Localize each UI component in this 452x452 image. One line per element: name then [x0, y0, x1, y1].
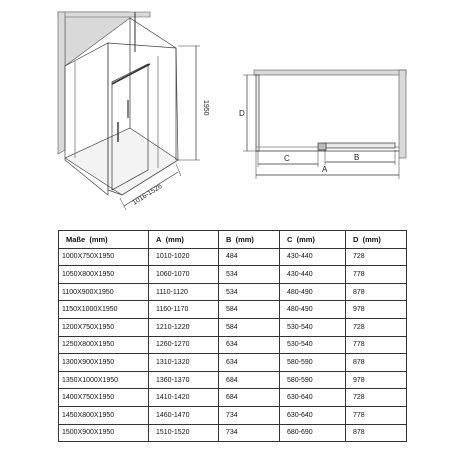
- dimensions-table: [58, 230, 407, 442]
- cell-size: 1300X900X1950: [59, 354, 149, 372]
- back-wall-strip: [58, 12, 150, 17]
- cell-c: 530-540: [280, 318, 346, 336]
- width-dim-tick-left: [120, 198, 126, 210]
- column-header-b: B (mm): [219, 231, 280, 249]
- cell-c: 430-440: [280, 266, 346, 284]
- table-row: [59, 318, 407, 336]
- table-body: [59, 248, 407, 442]
- cell-c: 430-440: [280, 248, 346, 266]
- cell-size: 1200X750X1950: [59, 318, 149, 336]
- cell-a: 1060-1070: [149, 266, 219, 284]
- cell-size: 1050X800X1950: [59, 266, 149, 284]
- isometric-view: [58, 12, 200, 210]
- cell-c: 580-590: [280, 354, 346, 372]
- cell-size: 1000X750X1950: [59, 248, 149, 266]
- cell-size: 1100X900X1950: [59, 283, 149, 301]
- cell-d: 728: [346, 248, 407, 266]
- table-row: [59, 336, 407, 354]
- table-header-row: [59, 231, 407, 249]
- plan-label-a: A: [322, 165, 328, 174]
- cell-d: 978: [346, 301, 407, 319]
- column-header-a: A (mm): [149, 231, 219, 249]
- table-row: [59, 389, 407, 407]
- cell-d: 728: [346, 389, 407, 407]
- cell-c: 630-640: [280, 406, 346, 424]
- column-header-c: C (mm): [280, 231, 346, 249]
- technical-drawing: [0, 0, 452, 222]
- table-row: [59, 371, 407, 389]
- cell-a: 1510-1520: [149, 424, 219, 442]
- side-wall: [58, 12, 65, 154]
- table-row: [59, 406, 407, 424]
- left-glass-panel: [256, 75, 259, 151]
- cell-a: 1010-1020: [149, 248, 219, 266]
- table-row: [59, 301, 407, 319]
- cell-c: 580-590: [280, 371, 346, 389]
- cell-size: 1250X800X1950: [59, 336, 149, 354]
- cell-b: 534: [219, 283, 280, 301]
- cell-size: 1350X1000X1950: [59, 371, 149, 389]
- plan-label-c: C: [284, 154, 290, 163]
- cell-a: 1360-1370: [149, 371, 219, 389]
- cell-a: 1260-1270: [149, 336, 219, 354]
- cell-c: 480-490: [280, 283, 346, 301]
- cell-size: 1400X750X1950: [59, 389, 149, 407]
- cell-a: 1410-1420: [149, 389, 219, 407]
- cell-a: 1310-1320: [149, 354, 219, 372]
- cell-b: 684: [219, 389, 280, 407]
- cell-c: 680-690: [280, 424, 346, 442]
- cell-b: 634: [219, 336, 280, 354]
- cell-d: 778: [346, 406, 407, 424]
- cell-b: 584: [219, 301, 280, 319]
- wall-top: [254, 70, 406, 75]
- cell-b: 534: [219, 266, 280, 284]
- cell-b: 734: [219, 406, 280, 424]
- slide-rail: [112, 64, 150, 84]
- sliding-door-plan: [325, 143, 395, 148]
- cell-b: 484: [219, 248, 280, 266]
- cell-size: 1450X800X1950: [59, 406, 149, 424]
- cell-d: 728: [346, 318, 407, 336]
- cell-a: 1210-1220: [149, 318, 219, 336]
- front-panel-top: [130, 18, 176, 48]
- cell-d: 878: [346, 424, 407, 442]
- cell-d: 878: [346, 283, 407, 301]
- cell-a: 1110-1120: [149, 283, 219, 301]
- cell-d: 778: [346, 266, 407, 284]
- cell-b: 734: [219, 424, 280, 442]
- cell-c: 530-540: [280, 336, 346, 354]
- cell-size: 1500X900X1950: [59, 424, 149, 442]
- cell-a: 1460-1470: [149, 406, 219, 424]
- height-dimension-label: 1950: [202, 100, 209, 116]
- table-row: [59, 354, 407, 372]
- cell-d: 778: [346, 336, 407, 354]
- width-dim-tick-right: [176, 164, 181, 176]
- column-header-d: D (mm): [346, 231, 407, 249]
- cell-c: 630-640: [280, 389, 346, 407]
- table-row: [59, 283, 407, 301]
- plan-label-b: B: [354, 153, 360, 162]
- cell-b: 684: [219, 371, 280, 389]
- table-row: [59, 266, 407, 284]
- plan-label-d: D: [239, 109, 245, 118]
- cell-b: 584: [219, 318, 280, 336]
- table-row: [59, 248, 407, 266]
- cell-d: 878: [346, 354, 407, 372]
- cell-a: 1160-1170: [149, 301, 219, 319]
- table-row: [59, 424, 407, 442]
- plan-view: [243, 70, 406, 179]
- wall-right: [399, 70, 406, 158]
- column-header-size: Maße (mm): [59, 231, 149, 249]
- cell-d: 978: [346, 371, 407, 389]
- door-roller: [318, 143, 326, 150]
- cell-c: 480-490: [280, 301, 346, 319]
- back-wall: [65, 12, 130, 66]
- cell-b: 634: [219, 354, 280, 372]
- cell-size: 1150X1000X1950: [59, 301, 149, 319]
- width-dimension-label: 1016-1526: [131, 183, 164, 207]
